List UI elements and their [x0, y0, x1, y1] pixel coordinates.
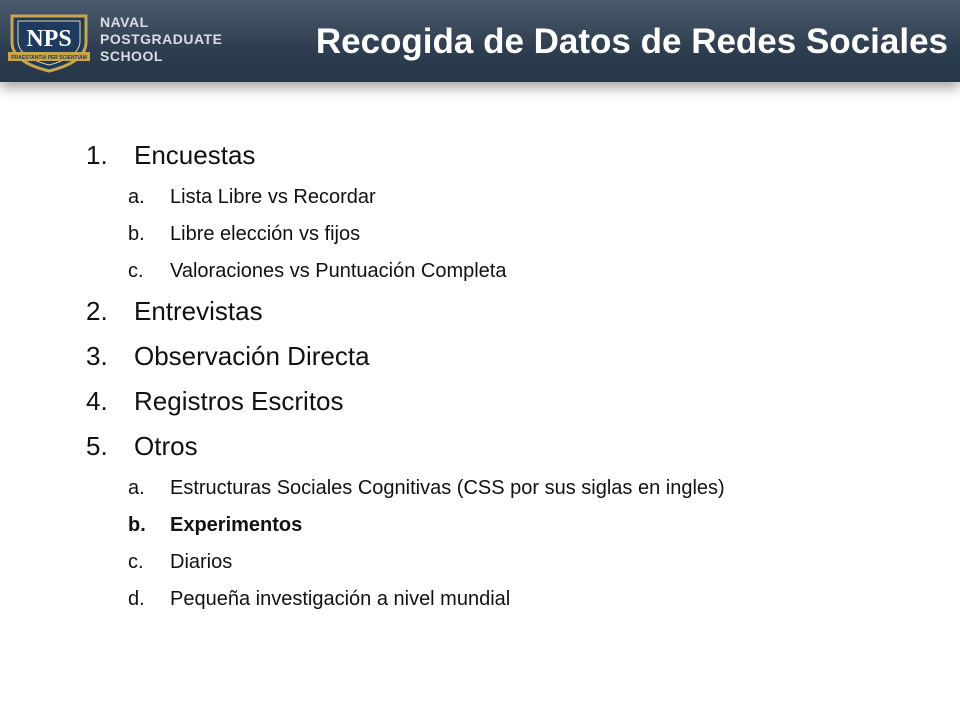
subitem-letter: c. [128, 551, 144, 573]
item-label: Observación Directa [134, 341, 370, 371]
subitem-label: Diarios [170, 551, 233, 573]
subitem-label: Estructuras Sociales Cognitivas (CSS por sus siglas en ingles) [170, 477, 725, 499]
subitem-libre-eleccion [128, 222, 866, 246]
subitem-letter: d. [128, 588, 145, 610]
logo-line-naval: NAVAL [100, 14, 149, 30]
nps-shield-initials: NPS [26, 26, 72, 52]
nps-shield-motto: PRAESTANTIA PER SCIENTIAM [11, 55, 87, 61]
subitem-letter: b. [128, 514, 146, 536]
subitem-label: Lista Libre vs Recordar [170, 186, 376, 208]
subitem-pequena-investigacion [128, 587, 866, 611]
item-number: 3. [86, 341, 108, 371]
sublist-otros [86, 476, 866, 611]
subitem-letter: a. [128, 477, 145, 499]
header-bar [0, 0, 960, 82]
nps-logo [6, 8, 236, 74]
outline-item-entrevistas [86, 296, 866, 326]
logo-line-postgraduate: POSTGRADUATE [100, 31, 223, 47]
subitem-letter: c. [128, 260, 144, 282]
subitem-label: Experimentos [170, 514, 303, 536]
outline-item-registros [86, 386, 866, 416]
subitem-label: Pequeña investigación a nivel mundial [170, 588, 511, 610]
item-number: 4. [86, 386, 108, 416]
item-number: 1. [86, 140, 108, 170]
outline-item-encuestas [86, 140, 866, 170]
subitem-valoraciones [128, 259, 866, 283]
outline-list [86, 140, 866, 624]
outline-item-otros [86, 431, 866, 461]
nps-wordmark [100, 14, 222, 65]
logo-line-school: SCHOOL [100, 48, 163, 64]
subitem-diarios [128, 550, 866, 574]
item-number: 2. [86, 296, 108, 326]
subitem-estructuras [128, 476, 866, 500]
subitem-lista-libre [128, 185, 866, 209]
subitem-experimentos [128, 513, 866, 537]
nps-shield-icon [6, 8, 92, 74]
subitem-label: Valoraciones vs Puntuación Completa [170, 260, 507, 282]
item-number: 5. [86, 431, 108, 461]
slide-title: Recogida de Datos de Redes Sociales [315, 22, 948, 61]
item-label: Otros [134, 431, 198, 461]
outline-item-observacion [86, 341, 866, 371]
item-label: Registros Escritos [134, 386, 344, 416]
subitem-label: Libre elección vs fijos [170, 223, 361, 245]
subitem-letter: a. [128, 186, 145, 208]
item-label: Entrevistas [134, 296, 263, 326]
item-label: Encuestas [134, 140, 256, 170]
sublist-encuestas [86, 185, 866, 283]
subitem-letter: b. [128, 223, 145, 245]
